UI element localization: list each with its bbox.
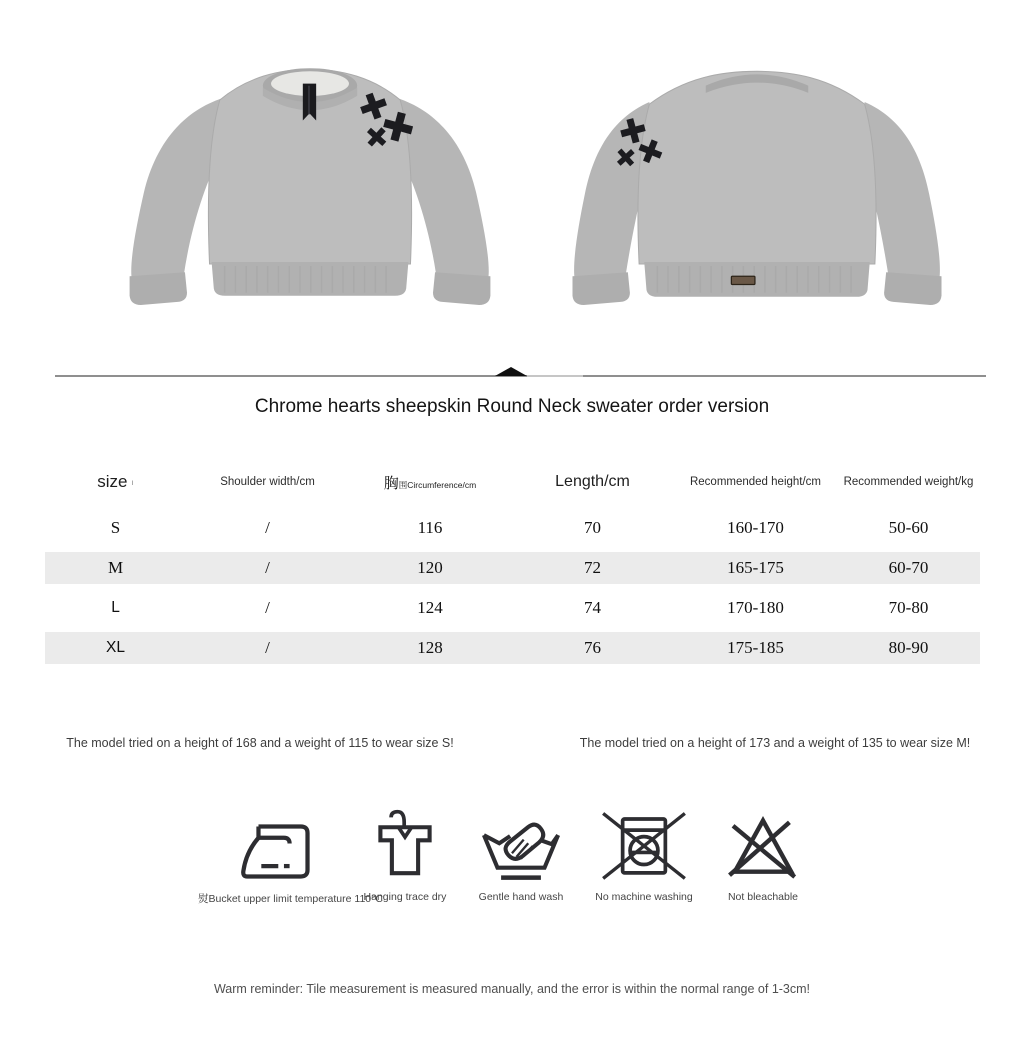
- cell-length: 70: [584, 518, 601, 537]
- care-label: Not bleachable: [727, 891, 799, 903]
- cell-weight: 80-90: [888, 638, 929, 657]
- care-item: [678, 800, 848, 903]
- cell-size: S: [110, 518, 121, 537]
- col-header-height: Recommended height/cm: [689, 476, 822, 488]
- hand-wash-icon: [474, 808, 568, 884]
- hem-tag: [731, 276, 755, 284]
- divider-triangle-icon: [495, 367, 527, 376]
- section-divider-highlight: [527, 375, 583, 377]
- cell-shoulder: /: [265, 558, 270, 577]
- cell-size: M: [107, 558, 124, 577]
- table-body: [45, 508, 980, 668]
- sweater-back-image: [552, 12, 962, 352]
- table-row-s: [45, 508, 980, 548]
- iron-icon: [233, 818, 333, 884]
- cell-length: 76: [584, 638, 601, 657]
- no-bleach-icon: [716, 810, 810, 884]
- cell-size: XL: [106, 639, 125, 656]
- care-label: Hanging trace dry: [363, 891, 447, 903]
- cell-weight: 70-80: [888, 598, 929, 617]
- cell-chest: 116: [417, 518, 443, 537]
- cell-shoulder: /: [265, 518, 270, 537]
- warm-reminder: Warm reminder: Tile measurement is measured manually, and the error is within the normal range of 1-3cm!: [213, 982, 811, 996]
- cell-chest: 120: [417, 558, 443, 577]
- cell-weight: 50-60: [888, 518, 929, 537]
- cell-chest: 124: [417, 598, 443, 617]
- cell-length: 72: [584, 558, 601, 577]
- cell-weight: 60-70: [888, 558, 929, 577]
- cell-height: 165-175: [727, 558, 784, 577]
- col-header-size: size ı: [97, 472, 134, 491]
- cell-chest: 128: [417, 638, 443, 657]
- model-note-left: The model tried on a height of 168 and a weight of 115 to wear size S!: [66, 736, 454, 750]
- hang-dry-icon: [364, 800, 446, 884]
- model-note-right: The model tried on a height of 173 and a weight of 135 to wear size M!: [579, 736, 971, 750]
- col-header-shoulder: Shoulder width/cm: [220, 476, 315, 488]
- cell-height: 175-185: [727, 638, 784, 657]
- table-header-row: [45, 462, 980, 502]
- sweater-front-image: [105, 12, 515, 352]
- size-table: [45, 462, 980, 668]
- cell-length: 74: [584, 598, 601, 617]
- table-row-m: [45, 548, 980, 588]
- page-title: Chrome hearts sheepskin Round Neck sweater order version: [254, 396, 770, 417]
- cell-size: L: [111, 599, 120, 616]
- size-header-mark: ı: [131, 478, 134, 487]
- table-row-xl: [45, 628, 980, 668]
- cell-shoulder: /: [265, 598, 270, 617]
- col-header-length: Length/cm: [555, 473, 630, 490]
- cell-height: 160-170: [727, 518, 784, 537]
- care-label: 熨Bucket upper limit temperature 110°C: [198, 893, 383, 905]
- care-label: No machine washing: [595, 891, 693, 903]
- cell-height: 170-180: [727, 598, 784, 617]
- care-label: Gentle hand wash: [478, 891, 564, 903]
- cell-shoulder: /: [265, 638, 270, 657]
- col-header-weight: Recommended weight/kg: [843, 476, 974, 488]
- table-row-l: [45, 588, 980, 628]
- col-header-chest: 胸围Circumference/cm: [383, 474, 477, 492]
